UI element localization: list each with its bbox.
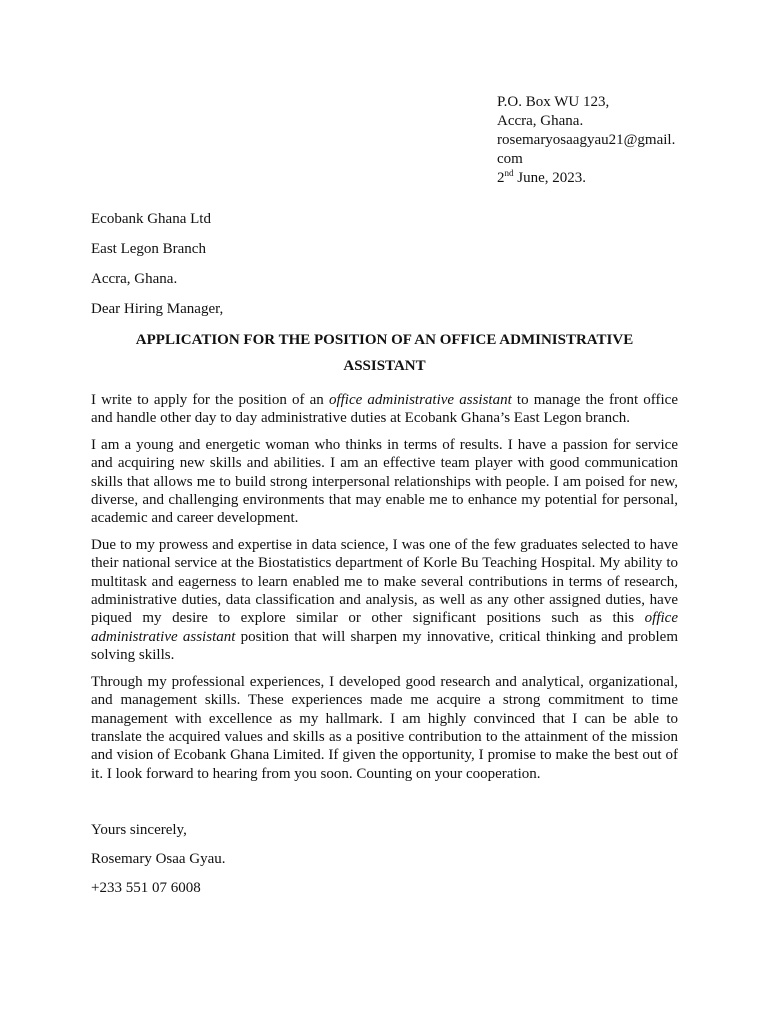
sender-address-line1: P.O. Box WU 123, [497, 94, 610, 110]
sender-email-line2: com [497, 151, 523, 167]
date-rest: June, 2023. [513, 170, 586, 186]
p3-text-b: position that will sharpen my innovative, critical thinking and problem solving skills. [91, 628, 678, 664]
subject-line2: ASSISTANT [343, 358, 426, 374]
subject-line1: APPLICATION FOR THE POSITION OF AN OFFICE ADMINISTRATIVE [135, 332, 634, 348]
recipient-company: Ecobank Ghana Ltd [91, 211, 211, 227]
body-paragraph-2: I am a young and energetic woman who thinks in terms of results. I have a passion for service and acquiring new skills and abilities. I am an effective team player with good communication skills that allows me to build strong interpersonal relationships with people. I am poised for new, diverse, and challenging environments that may enable me to enhance my potential for personal, academic and career development. [91, 436, 678, 527]
date-suffix: nd [504, 168, 514, 178]
sign-off: Yours sincerely, [91, 822, 187, 838]
body-paragraph-3 [91, 536, 678, 665]
body-paragraph-1 [91, 391, 678, 428]
p3-text-a: Due to my prowess and expertise in data science, I was one of the few graduates selected to have their national service at the Biostatistics department of Korle Bu Teaching Hospital. My ability to multitask and eagerness to learn enabled me to make several contributions in terms of research, administrative duties, data classification and analysis, as well as any other assigned duties, have piqued my desire to explore similar or other significant positions such as this [91, 536, 678, 627]
sender-address-block [497, 93, 697, 188]
signer-phone: +233 551 07 6008 [91, 880, 201, 896]
sender-address-line2: Accra, Ghana. [497, 113, 584, 129]
p1-text-b: to manage the front office and handle other day to day administrative duties at Ecobank Ghana’s East Legon branch. [91, 392, 678, 427]
salutation: Dear Hiring Manager, [91, 301, 224, 317]
p3-emphasis: office administrative assistant [91, 610, 678, 645]
p1-text-a: I write to apply for the position of an [91, 392, 329, 408]
recipient-city: Accra, Ghana. [91, 271, 178, 287]
recipient-branch: East Legon Branch [91, 241, 206, 257]
signer-name: Rosemary Osaa Gyau. [91, 851, 226, 867]
body-paragraph-4: Through my professional experiences, I developed good research and analytical, organizational, and management skills. These experiences made me acquire a strong commitment to time management with excellence as my hallmark. I am highly convinced that I can be able to translate the acquired values and skills as a positive contribution to the attainment of the mission and vision of Ecobank Ghana Limited. If given the opportunity, I promise to make the best out of it. I look forward to hearing from you soon. Counting on your cooperation. [91, 673, 678, 782]
recipient-address-block [91, 209, 211, 299]
subject-heading [91, 327, 678, 379]
sender-email-line1: rosemaryosaagyau21@gmail. [497, 132, 676, 148]
letter-date [497, 169, 697, 188]
p1-emphasis: office administrative assistant [328, 392, 512, 408]
letter-body [91, 391, 678, 791]
date-day: 2 [497, 170, 505, 186]
closing-block [91, 820, 226, 907]
